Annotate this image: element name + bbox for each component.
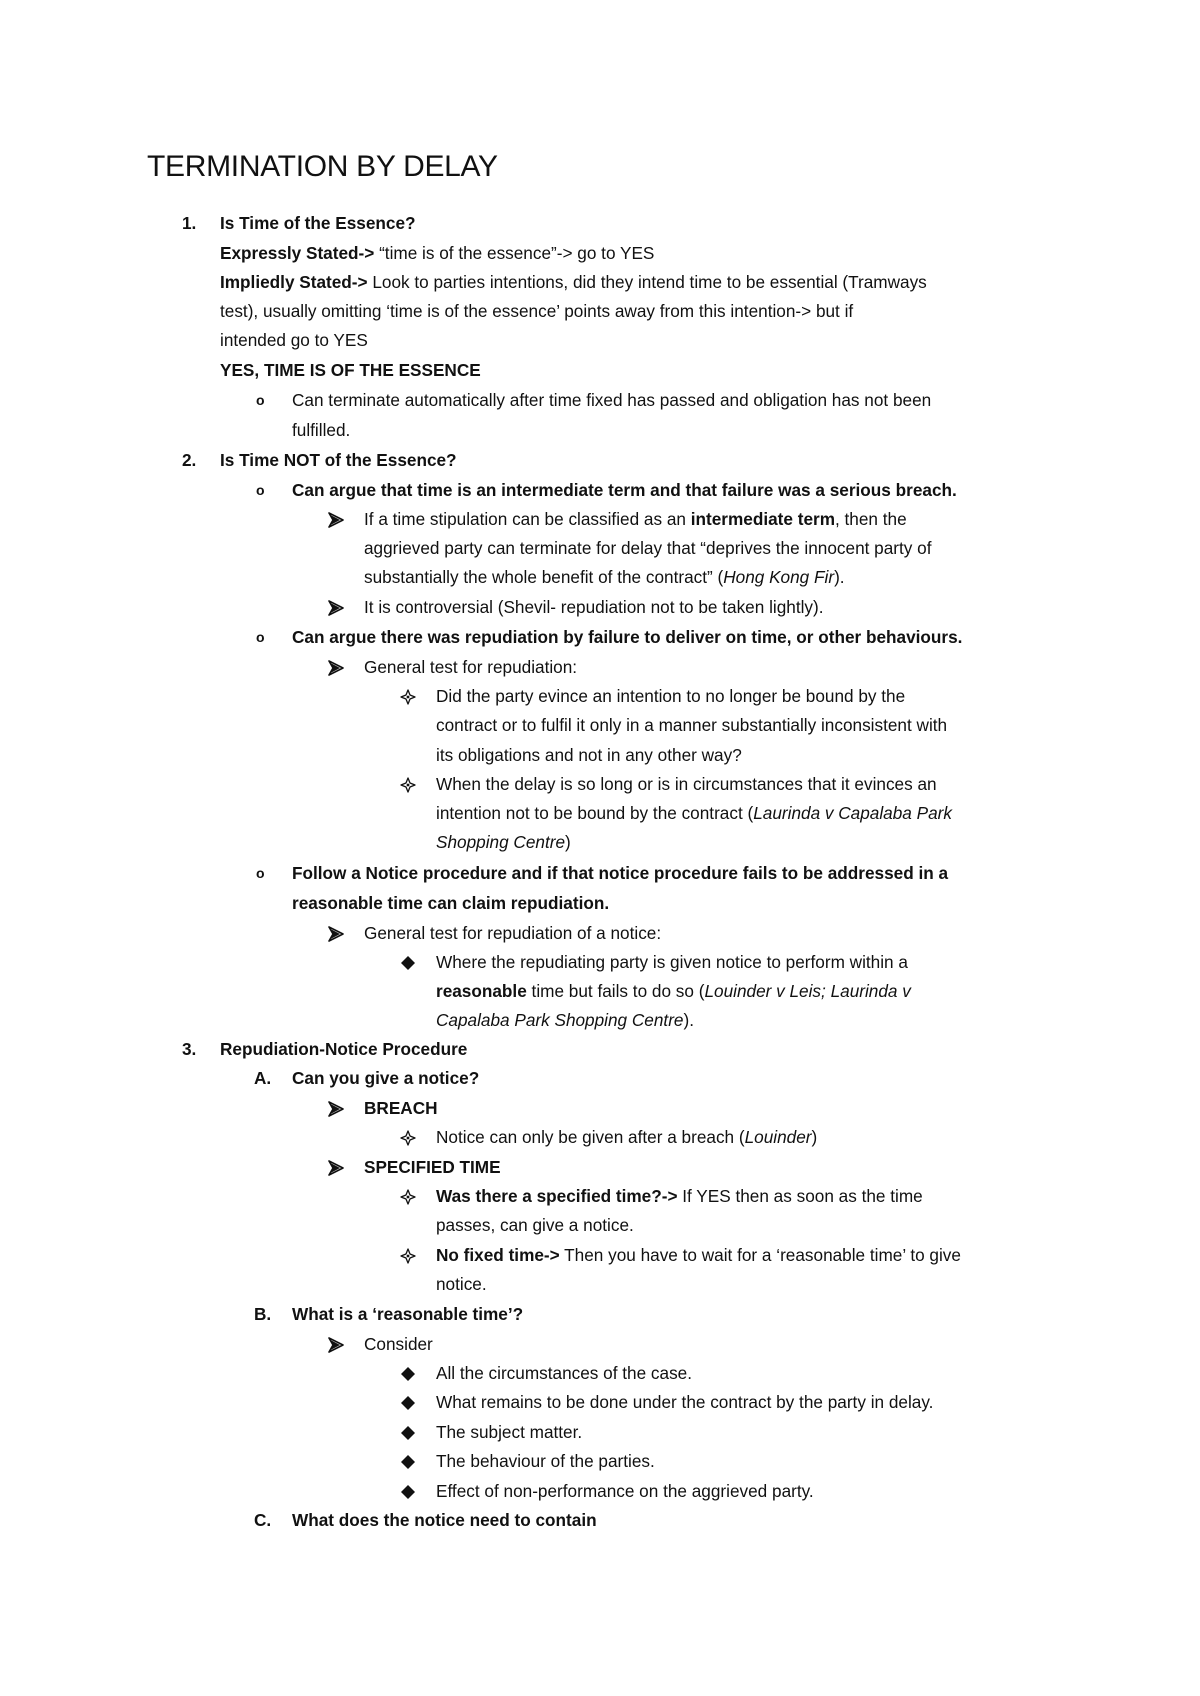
- clover-text: Notice can only be given after a breach (: [436, 1127, 745, 1147]
- o-bullet-icon: o: [256, 392, 265, 408]
- clover-bullet-icon: [400, 777, 416, 793]
- subsection-a-heading: Can you give a notice?: [292, 1068, 480, 1088]
- consider-item-text: Effect of non-performance on the aggrieved party.: [436, 1481, 814, 1501]
- section-3-number: 3.: [182, 1039, 197, 1059]
- arrow-bullet-icon: [328, 1160, 344, 1176]
- expressly-stated-label: Expressly Stated->: [220, 243, 375, 263]
- arrow-text-line-3-post: ).: [834, 567, 845, 587]
- notice-procedure-heading-2: reasonable time can claim repudiation.: [292, 893, 610, 913]
- arrow-text-post: , then the: [834, 509, 907, 529]
- impliedly-stated-text-2: test), usually omitting ‘time is of the essence’ points away from this intention-> but if: [220, 301, 854, 321]
- arrow-bullet-icon: [328, 926, 344, 942]
- diamond-text-3: ).: [683, 1010, 694, 1030]
- general-test-text: General test for repudiation:: [364, 657, 578, 677]
- clover-bullet-icon: [400, 1248, 416, 1264]
- diamond-bullet-icon: [400, 1425, 416, 1441]
- section-1-heading: Is Time of the Essence?: [220, 213, 416, 233]
- consider-item-text: The behaviour of the parties.: [436, 1451, 655, 1471]
- case-citation: Capalaba Park Shopping Centre: [436, 1010, 684, 1030]
- general-test-notice-text: General test for repudiation of a notice:: [364, 923, 662, 943]
- consider-item-text: All the circumstances of the case.: [436, 1363, 693, 1383]
- section-2-heading: Is Time NOT of the Essence?: [220, 450, 457, 470]
- notice-procedure-heading: Follow a Notice procedure and if that notice procedure fails to be addressed in a: [292, 863, 949, 883]
- subsection-b-label: B.: [254, 1304, 272, 1324]
- arrow-text-line-2: aggrieved party can terminate for delay that “deprives the innocent party of: [364, 538, 932, 558]
- arrow-bullet-icon: [328, 512, 344, 528]
- diamond-bullet-icon: [400, 1454, 416, 1470]
- section-2-number: 2.: [182, 450, 197, 470]
- no-fixed-time-label: No fixed time->: [436, 1245, 560, 1265]
- yes-bullet-text: Can terminate automatically after time fixed has passed and obligation has not been: [292, 390, 932, 410]
- clover-text-3: its obligations and not in any other way?: [436, 745, 742, 765]
- diamond-text: Where the repudiating party is given notice to perform within a: [436, 952, 908, 972]
- specified-time-label: SPECIFIED TIME: [364, 1157, 501, 1177]
- clover-text: If YES then as soon as the time: [677, 1186, 923, 1206]
- consider-item-text: The subject matter.: [436, 1422, 583, 1442]
- repudiation-heading: Can argue there was repudiation by failure to deliver on time, or other behaviours.: [292, 627, 963, 647]
- case-citation: Shopping Centre: [436, 832, 565, 852]
- o-bullet-icon: o: [256, 482, 265, 498]
- arrow-bullet-icon: [328, 1101, 344, 1117]
- controversial-text: It is controversial (Shevil- repudiation not to be taken lightly).: [364, 597, 824, 617]
- clover-text-2: contract or to fulfil it only in a manner substantially inconsistent with: [436, 715, 948, 735]
- reasonable-bold: reasonable: [436, 981, 527, 1001]
- intermediate-term-bold: intermediate term: [690, 509, 835, 529]
- specified-time-question: Was there a specified time?->: [436, 1186, 678, 1206]
- diamond-bullet-icon: [400, 1395, 416, 1411]
- consider-item-text: What remains to be done under the contract by the party in delay.: [436, 1392, 934, 1412]
- clover-text-2: notice.: [436, 1274, 487, 1294]
- section-1-number: 1.: [182, 213, 197, 233]
- diamond-bullet-icon: [400, 955, 416, 971]
- subsection-c-label: C.: [254, 1510, 272, 1530]
- arrow-bullet-icon: [328, 1337, 344, 1353]
- case-citation: Hong Kong Fir: [723, 567, 835, 587]
- clover-text: Did the party evince an intention to no longer be bound by the: [436, 686, 906, 706]
- clover-bullet-icon: [400, 1189, 416, 1205]
- diamond-bullet-icon: [400, 1366, 416, 1382]
- case-citation: Louinder: [744, 1127, 812, 1147]
- impliedly-stated-text-3: intended go to YES: [220, 330, 368, 350]
- clover-bullet-icon: [400, 689, 416, 705]
- yes-essence-heading: YES, TIME IS OF THE ESSENCE: [220, 360, 481, 380]
- clover-text: Then you have to wait for a ‘reasonable time’ to give: [559, 1245, 961, 1265]
- clover-text-3: ): [565, 832, 571, 852]
- clover-bullet-icon: [400, 1130, 416, 1146]
- intermediate-term-heading: Can argue that time is an intermediate term and that failure was a serious breach.: [292, 480, 957, 500]
- clover-text-post: ): [811, 1127, 818, 1147]
- arrow-text: If a time stipulation can be classified as an: [364, 509, 691, 529]
- case-citation: Laurinda v Capalaba Park: [753, 803, 952, 823]
- subsection-b-heading: What is a ‘reasonable time’?: [292, 1304, 524, 1324]
- arrow-bullet-icon: [328, 660, 344, 676]
- document-title: TERMINATION BY DELAY: [147, 150, 498, 183]
- o-bullet-icon: o: [256, 629, 265, 645]
- o-bullet-icon: o: [256, 865, 265, 881]
- breach-label: BREACH: [364, 1098, 438, 1118]
- yes-bullet-text-2: fulfilled.: [292, 420, 351, 440]
- arrow-text-line-3: substantially the whole benefit of the contract” (: [364, 567, 724, 587]
- clover-text: When the delay is so long or is in circumstances that it evinces an: [436, 774, 937, 794]
- impliedly-stated-text: Look to parties intentions, did they intend time to be essential (Tramways: [367, 272, 927, 292]
- subsection-c-heading: What does the notice need to contain: [292, 1510, 597, 1530]
- impliedly-stated-label: Impliedly Stated->: [220, 272, 368, 292]
- consider-text: Consider: [364, 1334, 433, 1354]
- clover-text-2: passes, can give a notice.: [436, 1215, 634, 1235]
- subsection-a-label: A.: [254, 1068, 272, 1088]
- diamond-text-2: time but fails to do so (: [526, 981, 705, 1001]
- section-3-heading: Repudiation-Notice Procedure: [220, 1039, 468, 1059]
- expressly-stated-text: “time is of the essence”-> go to YES: [374, 243, 655, 263]
- case-citation: Louinder v Leis; Laurinda v: [704, 981, 911, 1001]
- diamond-bullet-icon: [400, 1484, 416, 1500]
- clover-text-2: intention not to be bound by the contract (: [436, 803, 754, 823]
- arrow-bullet-icon: [328, 600, 344, 616]
